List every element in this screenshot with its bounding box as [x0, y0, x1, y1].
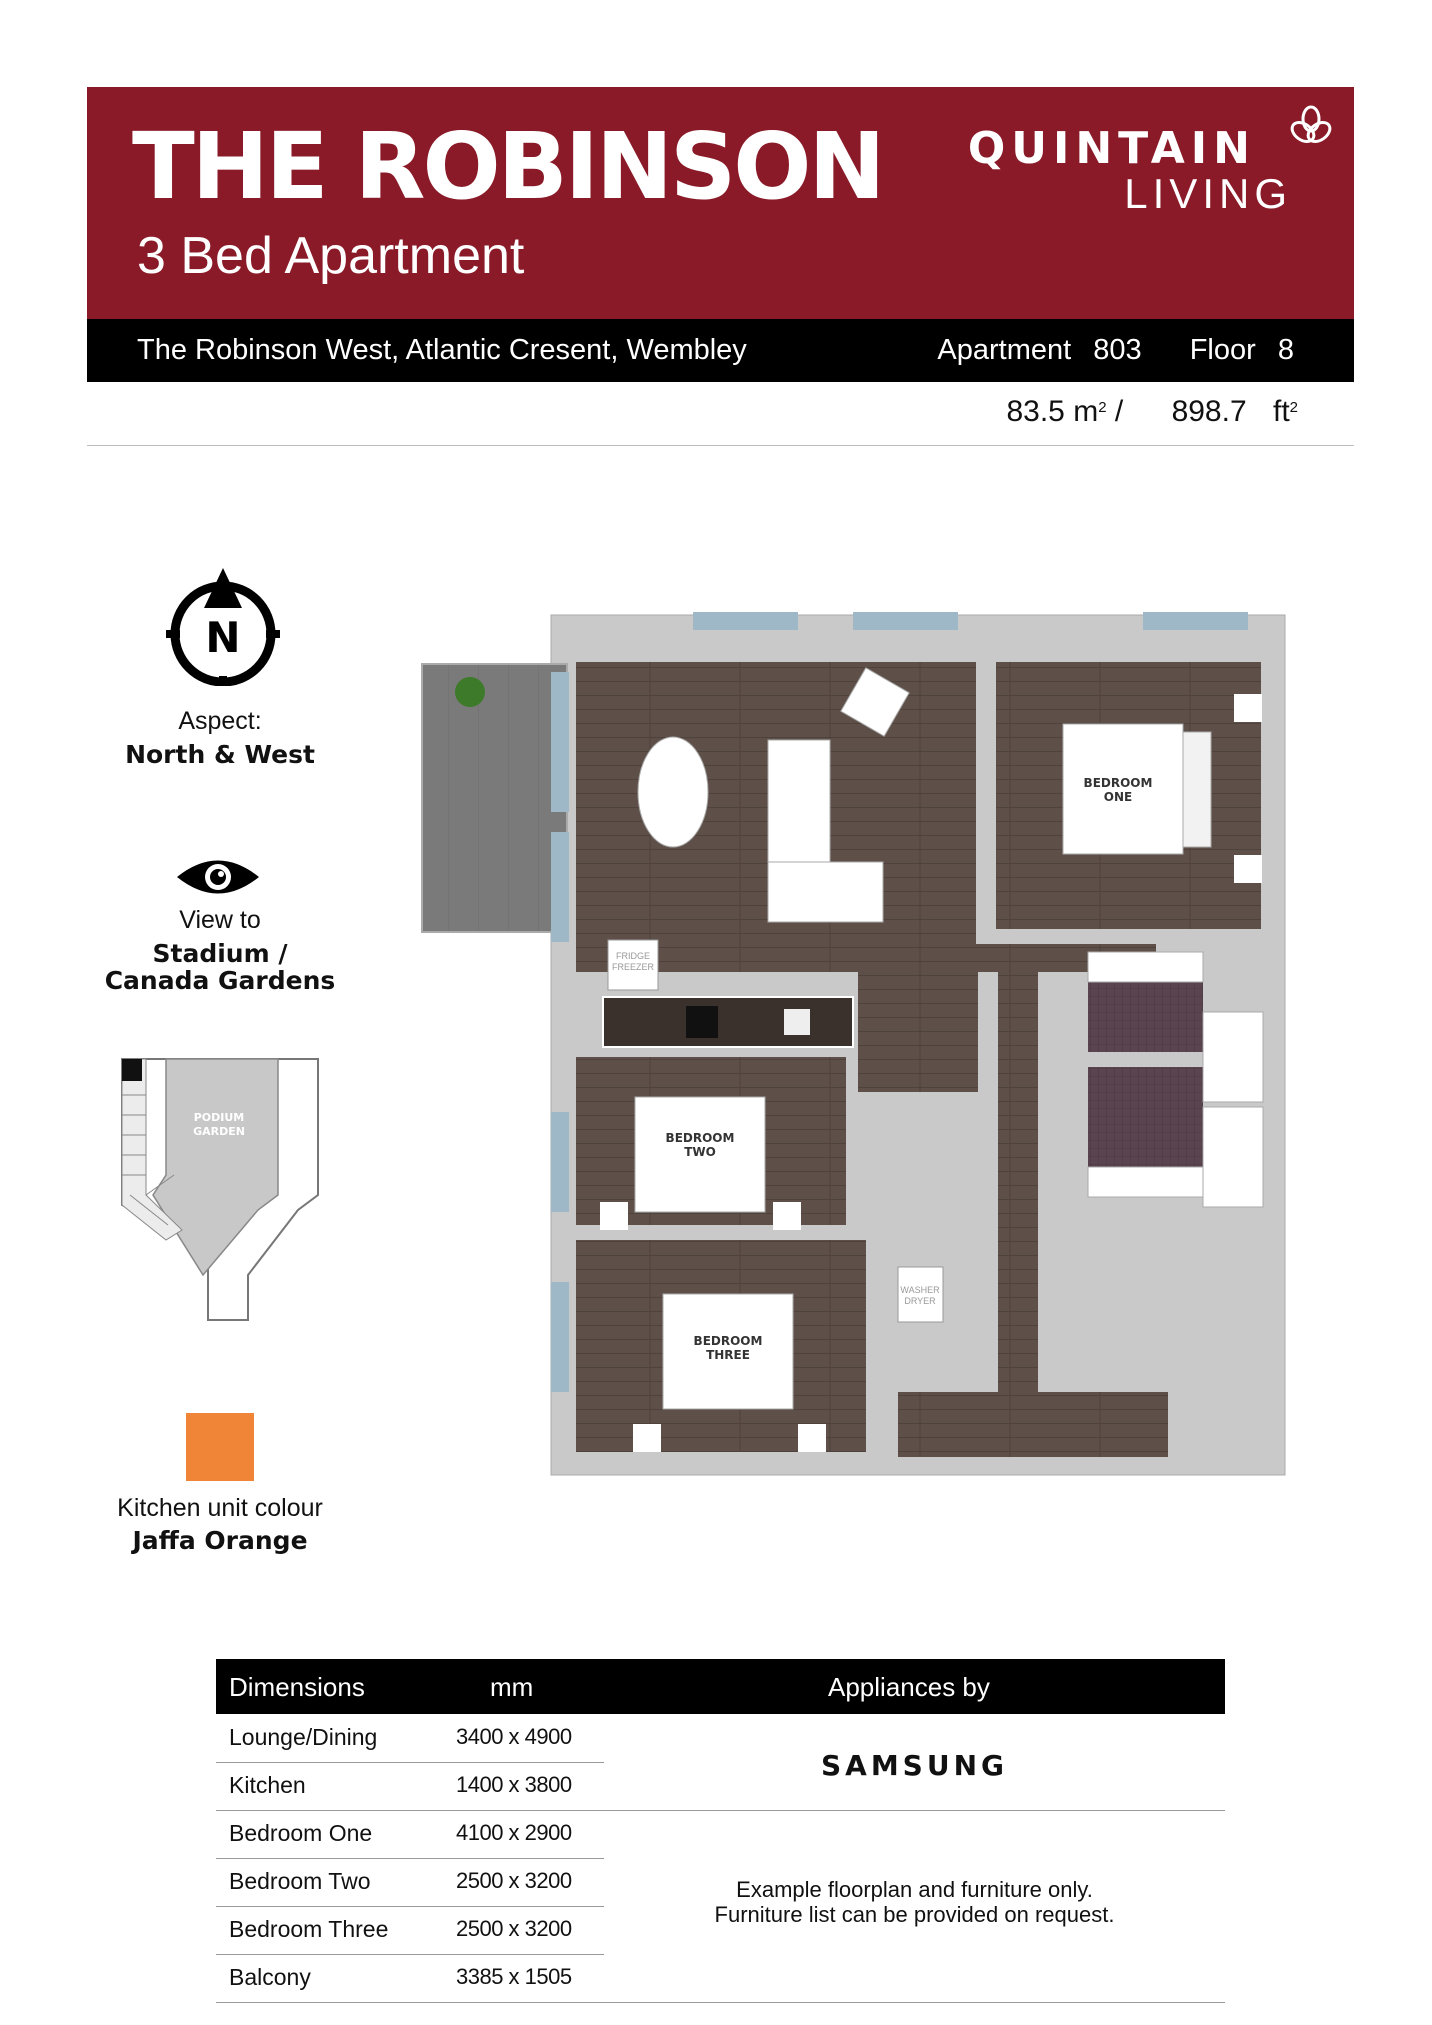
- area-sqft: 898.7: [1171, 395, 1247, 428]
- view-value-line1: Stadium /: [152, 939, 288, 968]
- header-dimensions: Dimensions: [229, 1672, 365, 1702]
- divider: [87, 445, 1354, 446]
- address-text: The Robinson West, Atlantic Cresent, Wembley: [137, 334, 747, 366]
- washer-label-2: DRYER: [904, 1296, 936, 1306]
- table-row: [216, 1810, 604, 1859]
- apartment-info: [923, 334, 1294, 367]
- brand-logo-icon: [1288, 103, 1334, 149]
- brand-subname: LIVING: [1124, 170, 1292, 217]
- header-unit: mm: [490, 1672, 534, 1702]
- disclaimer-line-2: Furniture list can be provided on request.: [714, 1902, 1115, 1928]
- room-name: Balcony: [229, 1964, 311, 1990]
- room-dimensions: 1400 x 3800: [456, 1772, 572, 1797]
- table-row: [216, 1858, 604, 1907]
- floor-label: Floor: [1189, 334, 1256, 366]
- room-name: Bedroom One: [229, 1820, 373, 1846]
- room-dimensions: 3385 x 1505: [456, 1964, 572, 1989]
- compass-letter: N: [205, 613, 241, 662]
- fridge-label-1: FRIDGE: [615, 951, 651, 961]
- page-title: THE ROBINSON: [132, 113, 883, 220]
- apartment-number: 803: [1093, 334, 1142, 366]
- room-name: Bedroom Three: [229, 1916, 389, 1942]
- room-dimensions: 4100 x 2900: [456, 1820, 572, 1845]
- divider: [604, 1810, 1225, 1811]
- fridge-label-2: FREEZER: [611, 962, 655, 972]
- room-name: Kitchen: [229, 1772, 306, 1798]
- bedroom-three-label-1: BEDROOM: [693, 1334, 763, 1348]
- kitchen-colour-swatch: [186, 1413, 254, 1481]
- bedroom-three-label-2: THREE: [706, 1348, 750, 1362]
- address-bar: [87, 319, 1354, 382]
- key-plan: [118, 1055, 320, 1325]
- table-row: [216, 1762, 604, 1811]
- bedroom-one-label-1: BEDROOM: [1083, 776, 1153, 790]
- divider: [604, 2002, 1225, 2003]
- view-label: View to: [179, 906, 261, 934]
- area-sqm-exponent: 2: [1098, 399, 1107, 416]
- floor-number: 8: [1277, 334, 1294, 366]
- keyplan-label-2: GARDEN: [193, 1125, 245, 1138]
- table-row: [216, 1714, 604, 1763]
- room-dimensions: 2500 x 3200: [456, 1868, 572, 1893]
- room-name: Lounge/Dining: [229, 1724, 378, 1750]
- room-name: Bedroom Two: [229, 1868, 371, 1894]
- room-dimensions: 2500 x 3200: [456, 1916, 572, 1941]
- view-value-line2: Canada Gardens: [104, 966, 336, 995]
- header-appliances: Appliances by: [828, 1672, 990, 1702]
- kitchen-colour-value: Jaffa Orange: [132, 1526, 308, 1555]
- table-row: [216, 1954, 604, 2003]
- aspect-label: Aspect:: [178, 707, 262, 735]
- area-summary: [1006, 395, 1298, 429]
- table-row: [216, 1906, 604, 1955]
- area-separator: /: [1114, 395, 1124, 428]
- bedroom-one-label-2: ONE: [1103, 790, 1133, 804]
- disclaimer-line-1: Example floorplan and furniture only.: [736, 1877, 1093, 1902]
- area-sqm: 83.5: [1006, 395, 1065, 428]
- area-sqft-unit: ft: [1272, 395, 1290, 428]
- room-dimensions: 3400 x 4900: [456, 1724, 572, 1749]
- washer-label-1: WASHER: [900, 1285, 940, 1295]
- bedroom-two-label-2: TWO: [684, 1145, 716, 1159]
- kitchen-colour-label: Kitchen unit colour: [117, 1494, 323, 1522]
- bedroom-two-label-1: BEDROOM: [665, 1131, 735, 1145]
- north-compass-icon: [166, 568, 280, 686]
- brand-name: QUINTAIN: [967, 123, 1256, 174]
- apartment-label: Apartment: [937, 334, 1072, 366]
- area-sqm-unit: m: [1073, 395, 1099, 428]
- table-header: [216, 1659, 1225, 1714]
- area-sqft-exponent: 2: [1289, 399, 1298, 416]
- header-banner: [87, 87, 1354, 319]
- aspect-value: North & West: [125, 740, 315, 769]
- appliance-brand: SAMSUNG: [820, 1749, 1009, 1782]
- eye-icon: [175, 854, 261, 900]
- keyplan-label-1: PODIUM: [193, 1111, 245, 1124]
- floorplan: [418, 612, 1288, 1482]
- disclaimer-note: [604, 1877, 1225, 1928]
- page-subtitle: 3 Bed Apartment: [137, 227, 525, 285]
